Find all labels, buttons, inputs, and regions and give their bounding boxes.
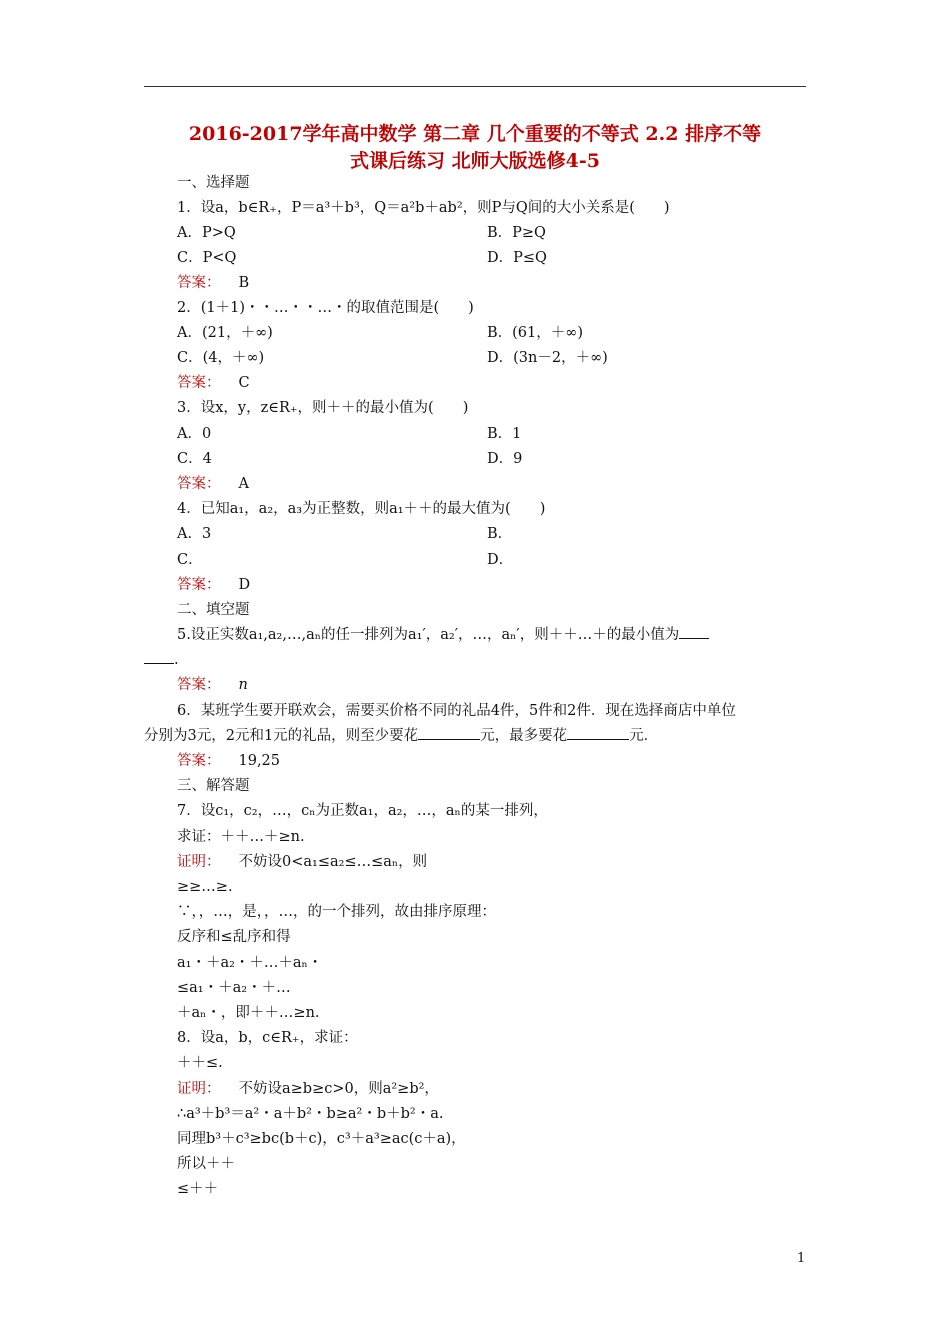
q4-answer <box>177 575 250 595</box>
q6-answer-value: 19,25 <box>238 753 281 769</box>
q5-stem-end: . <box>174 652 179 668</box>
q3-option-b: B．1 <box>487 426 522 442</box>
q8-proof-text: 不妨设a≥b≥c>0，则a²≥b²， <box>238 1081 439 1097</box>
q2-option-b: B．(61，＋∞) <box>487 325 583 341</box>
q8-stem: 8．设a，b，c∈R₊，求证： <box>177 1030 358 1046</box>
q8-proof-line: ∴a³＋b³＝a²・a＋b²・b≥a²・b＋b²・a. <box>177 1106 444 1122</box>
q8-proof-line: 同理b³＋c³≥bc(b＋c)，c³＋a³≥ac(c＋a)， <box>177 1131 466 1147</box>
q5-stem <box>177 625 709 645</box>
q2-stem: 2．(1＋1)・・…・・…・的取值范围是( ) <box>177 300 474 316</box>
q3-stem: 3．设x，y，z∈R₊，则＋＋的最小值为( ) <box>177 400 469 416</box>
q5-blank-2 <box>144 651 174 664</box>
page-title <box>144 121 806 175</box>
q4-stem: 4．已知a₁，a₂，a₃为正整数，则a₁＋＋的最大值为( ) <box>177 501 546 517</box>
q8-proof-start <box>177 1079 439 1099</box>
q2-option-d: D．(3n－2，＋∞) <box>487 350 608 366</box>
q6-line-2-a: 分别为3元，2元和1元的礼品，则至少要花 <box>144 728 419 744</box>
q8-proof-line: 所以＋＋ <box>177 1156 235 1172</box>
q1-option-c: C．P<Q <box>177 250 237 266</box>
q7-proof-line: ≤a₁・＋a₂・＋… <box>177 980 291 996</box>
q5-blank-1 <box>679 626 709 639</box>
q4-option-d: D． <box>487 552 514 568</box>
q1-option-b: B．P≥Q <box>487 225 546 241</box>
proof-label: 证明： <box>177 854 221 870</box>
q7-prove: 求证：＋＋…＋≥n. <box>177 829 305 845</box>
q3-answer-value: A <box>238 476 249 492</box>
q2-option-a: A．(21，＋∞) <box>177 325 273 341</box>
q3-option-d: D．9 <box>487 451 523 467</box>
q2-answer <box>177 373 250 393</box>
q7-proof-start <box>177 852 427 872</box>
section-heading-solve: 三、解答题 <box>177 778 250 794</box>
q7-proof-line: ＋aₙ・，即＋＋…≥n. <box>177 1005 320 1021</box>
q1-answer-value: B <box>238 275 250 291</box>
q3-option-c: C．4 <box>177 451 212 467</box>
q7-stem: 7．设c₁，c₂，…，cₙ为正数a₁，a₂，…，aₙ的某一排列， <box>177 803 548 819</box>
header-rule <box>144 86 806 87</box>
q1-stem: 1．设a，b∈R₊，P＝a³＋b³，Q＝a²b＋ab²，则P与Q间的大小关系是( ) <box>177 200 670 216</box>
q1-option-a: A．P>Q <box>177 225 236 241</box>
q6-line-2-c: 元． <box>629 728 659 744</box>
page-number: 1 <box>797 1251 806 1266</box>
q8-proof-line: ≤＋＋ <box>177 1181 219 1197</box>
section-heading-choice: 一、选择题 <box>177 175 250 191</box>
q7-proof-line: a₁・＋a₂・＋…＋aₙ・ <box>177 955 323 971</box>
answer-label: 答案： <box>177 677 221 693</box>
q4-option-c: C． <box>177 552 203 568</box>
q6-blank-1 <box>418 727 480 740</box>
title-line-1: 2016-2017学年高中数学 第二章 几个重要的不等式 2.2 排序不等 <box>188 123 762 145</box>
q7-proof-text: 不妨设0<a₁≤a₂≤…≤aₙ，则 <box>238 854 428 870</box>
q7-proof-line: ∵，，…，是，，…，的一个排列，故由排序原理： <box>177 904 496 920</box>
answer-label: 答案： <box>177 753 221 769</box>
q4-option-a: A．3 <box>177 526 212 542</box>
answer-label: 答案： <box>177 476 221 492</box>
q5-stem-cont <box>144 650 179 670</box>
q3-option-a: A．0 <box>177 426 212 442</box>
q6-blank-2 <box>567 727 629 740</box>
q2-answer-value: C <box>238 375 250 391</box>
q1-answer <box>177 273 249 293</box>
answer-label: 答案： <box>177 275 221 291</box>
q6-line-2 <box>144 726 658 746</box>
q5-answer-value: n <box>238 677 248 693</box>
q4-answer-value: D <box>238 577 251 593</box>
q5-answer <box>177 675 248 695</box>
q5-stem-text: 5.设正实数a₁,a₂,…,aₙ的任一排列为a₁′，a₂′，…，aₙ′，则＋＋…＋的最小值为 <box>177 627 680 643</box>
q2-option-c: C．(4，＋∞) <box>177 350 265 366</box>
q3-answer <box>177 474 249 494</box>
section-heading-fill: 二、填空题 <box>177 602 250 618</box>
q1-option-d: D．P≤Q <box>487 250 547 266</box>
q6-line-1: 6．某班学生要开联欢会，需要买价格不同的礼品4件，5件和2件．现在选择商店中单位 <box>177 703 736 719</box>
q7-proof-line: ≥≥…≥. <box>177 879 233 895</box>
q7-proof-line: 反序和≤乱序和得 <box>177 929 291 945</box>
title-line-2: 式课后练习 北师大版选修4-5 <box>350 150 600 172</box>
answer-label: 答案： <box>177 577 221 593</box>
answer-label: 答案： <box>177 375 221 391</box>
q6-line-2-b: 元，最多要花 <box>480 728 568 744</box>
proof-label: 证明： <box>177 1081 221 1097</box>
q4-option-b: B． <box>487 526 513 542</box>
q8-inequality: ＋＋≤. <box>177 1055 223 1071</box>
q6-answer <box>177 751 280 771</box>
